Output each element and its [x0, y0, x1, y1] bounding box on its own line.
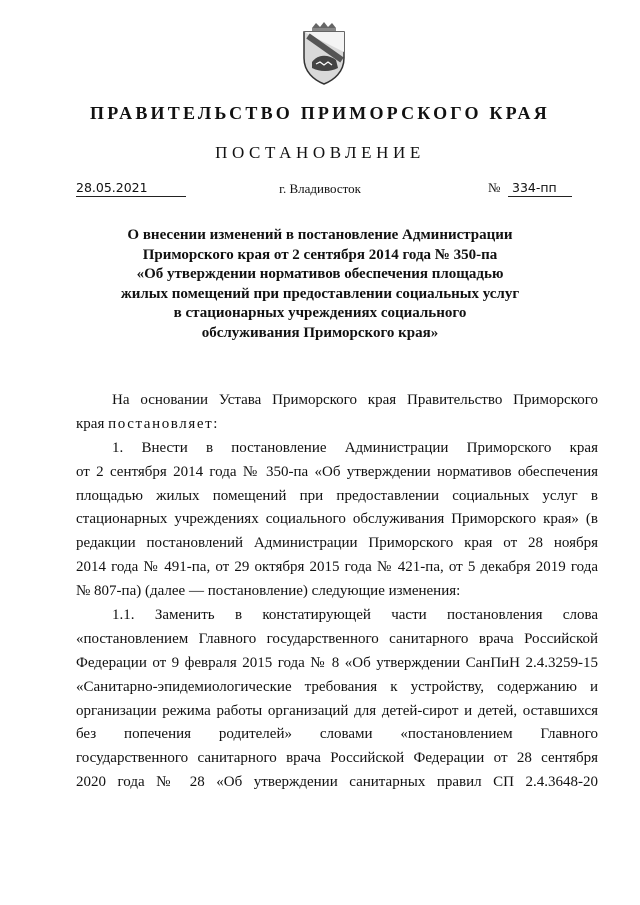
body-line: 1.1. Заменить в констатирующей части постановления слова: [112, 607, 598, 624]
document-type: ПОСТАНОВЛЕНИЕ: [215, 143, 425, 162]
city: г. Владивосток: [279, 181, 361, 196]
resolves-word: постановляет:: [108, 415, 220, 432]
body-line: редакции постановлений Администрации Приморского края от 28 ноября: [76, 535, 598, 552]
body-line: государственного санитарного врача Российской Федерации от 28 сентября: [76, 750, 598, 767]
body-line: № 807-па) (далее — постановление) следующие изменения:: [76, 583, 461, 600]
body-text: края: [76, 415, 109, 432]
body-line: 2020 года № 28 «Об утверждении санитарных правил СП 2.4.3648-20: [76, 774, 598, 791]
document-body: [76, 389, 598, 795]
body-line: Федерации от 9 февраля 2015 года № 8 «Об утверждении СанПиН 2.4.3259-15: [76, 654, 598, 671]
document-number: 334-пп: [512, 180, 557, 195]
body-line: от 2 сентября 2014 года № 350-па «Об утверждении нормативов обеспечения: [76, 463, 598, 480]
body-line: площадью жилых помещений при предоставлении социальных услуг в: [76, 487, 598, 504]
title-line: «Об утверждении нормативов обеспечения площадью: [136, 266, 504, 283]
title-line: О внесении изменений в постановление Администрации: [127, 227, 513, 243]
number-underline: [508, 196, 572, 197]
body-line: стационарных учреждениях социального обслуживания Приморского края» (в: [76, 511, 598, 528]
body-line: без попечения родителей» словами «постановлением Главного: [76, 726, 598, 743]
body-line: [76, 413, 598, 437]
body-line: 2014 года № 491-па, от 29 октября 2015 года № 421-па, от 5 декабря 2019 года: [76, 559, 598, 576]
document-title: [60, 226, 580, 344]
coat-of-arms-icon: [298, 22, 350, 86]
title-line: Приморского края от 2 сентября 2014 года № 350-па: [142, 246, 498, 263]
body-line: «постановлением Главного государственного санитарного врача Российской: [76, 630, 598, 647]
title-line: жилых помещений при предоставлении социальных услуг: [120, 285, 520, 302]
title-line: обслуживания Приморского края»: [201, 324, 439, 341]
body-line: «Санитарно-эпидемиологические требования к устройству, содержанию и: [76, 678, 598, 695]
number-label: №: [488, 180, 501, 195]
body-line: На основании Устава Приморского края Правительство Приморского: [112, 392, 598, 408]
title-line: в стационарных учреждениях социального: [173, 305, 467, 322]
body-line: 1. Внести в постановление Администрации Приморского края: [112, 439, 598, 456]
body-line: организации режима работы организаций для детей-сирот и детей, оставшихся: [76, 702, 598, 719]
document-date: 28.05.2021: [76, 180, 148, 195]
government-name: ПРАВИТЕЛЬСТВО ПРИМОРСКОГО КРАЯ: [90, 103, 550, 123]
